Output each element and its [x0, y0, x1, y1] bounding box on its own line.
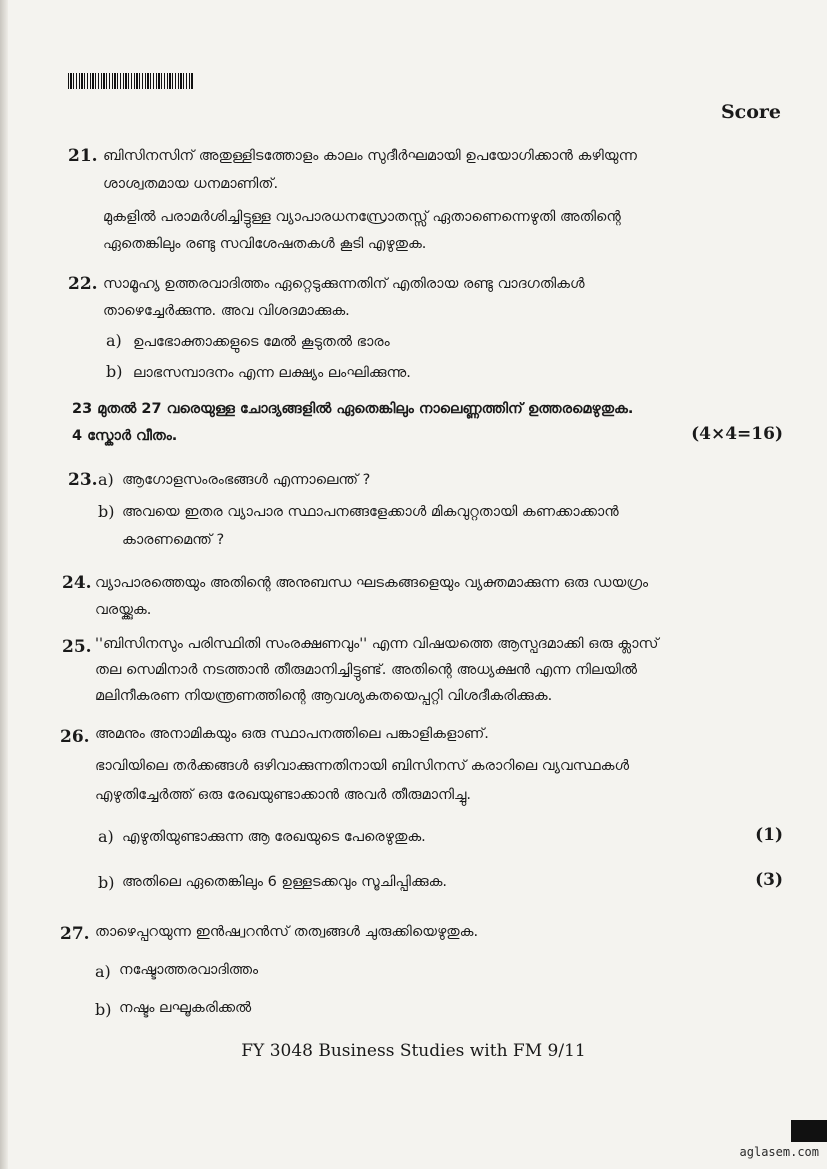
q26-option-a-marks: (1) [755, 825, 783, 845]
q26-option-b-marks: (3) [755, 870, 783, 890]
q27-option-a-label: a) [95, 962, 111, 981]
question-number-26: 26. [60, 727, 90, 747]
q26-option-b-text: അതിലെ ഏതെങ്കിലും 6 ഉള്ളടക്കവും സൂചിപ്പിക്കുക. [122, 874, 448, 890]
q27-option-a-text: നഷ്ടോത്തരവാദിത്തം [119, 962, 259, 978]
question-number-25: 25. [62, 637, 92, 657]
q21-line-2: ശാശ്വതമായ ധനമാണിത്. [103, 176, 279, 192]
q26-option-a-label: a) [98, 827, 114, 846]
q27-line-1: താഴെപ്പറയുന്ന ഇൻഷ്വറൻസ് തത്വങ്ങൾ ചുരുക്കിയെഴുതുക. [95, 924, 479, 940]
q22-line-2: താഴെച്ചേർക്കുന്നു. അവ വിശദമാക്കുക. [103, 303, 350, 319]
watermark: aglasem.com [739, 1145, 819, 1159]
q22-option-b-text: ലാഭസമ്പാദനം എന്ന ലക്ഷ്യം ലംഘിക്കുന്നു. [133, 365, 411, 381]
q22-line-1: സാമൂഹ്യ ഉത്തരവാദിത്തം ഏറ്റെടുക്കുന്നതിന് എതിരായ രണ്ടു വാദഗതികൾ [103, 276, 585, 292]
q27-option-b-label: b) [95, 1000, 112, 1019]
q25-line-3: മലിനീകരണ നിയന്ത്രണത്തിന്റെ ആവശ്യകതയെപ്പറ്റി വിശദീകരിക്കുക. [95, 688, 553, 704]
question-number-21: 21. [68, 146, 98, 166]
q25-line-2: തല സെമിനാർ നടത്താൻ തീരുമാനിച്ചിട്ടുണ്ട്. അതിന്റെ അധ്യക്ഷൻ എന്ന നിലയിൽ [95, 662, 637, 678]
q24-line-1: വ്യാപാരത്തെയും അതിന്റെ അനുബന്ധ ഘടകങ്ങളെയും വ്യക്തമാക്കുന്ന ഒരു ഡയഗ്രം [95, 575, 649, 591]
q22-option-a-text: ഉപഭോക്താക്കളുടെ മേൽ കൂടുതൽ ഭാരം [133, 334, 390, 350]
question-number-27: 27. [60, 924, 90, 944]
page-edge-shadow [0, 0, 8, 1169]
instruction-line-2: 4 സ്കോർ വീതം. [72, 428, 178, 444]
q25-line-1: ''ബിസിനസും പരിസ്ഥിതി സംരക്ഷണവും'' എന്ന വിഷയത്തെ ആസ്പദമാക്കി ഒരു ക്ലാസ് [95, 636, 659, 652]
question-number-24: 24. [62, 573, 92, 593]
q23-option-b-line-2: കാരണമെന്ത് ? [122, 532, 225, 548]
q26-option-b-label: b) [98, 873, 115, 892]
question-number-22: 22. [68, 274, 98, 294]
q24-line-2: വരയ്ക്കുക. [95, 602, 152, 618]
q26-line-2: ഭാവിയിലെ തർക്കങ്ങൾ ഒഴിവാക്കുന്നതിനായി ബിസിനസ് കരാറിലെ വ്യവസ്ഥകൾ [95, 758, 630, 774]
page-footer: FY 3048 Business Studies with FM 9/11 [241, 1041, 586, 1061]
q23-option-b-line-1: അവയെ ഇതര വ്യാപാര സ്ഥാപനങ്ങളേക്കാൾ മികവുറ്റതായി കണക്കാക്കാൻ [122, 504, 619, 520]
q23-option-b-label: b) [98, 502, 115, 521]
q21-line-4: ഏതെങ്കിലും രണ്ടു സവിശേഷതകൾ കൂടി എഴുതുക. [103, 236, 427, 252]
instruction-marks: (4×4=16) [691, 424, 783, 444]
q23-option-a-label: a) [98, 470, 114, 489]
q26-line-3: എഴുതിച്ചേർത്ത് ഒരു രേഖയുണ്ടാക്കാൻ അവർ തീരുമാനിച്ചു. [95, 787, 471, 803]
q26-line-1: അമനും അനാമികയും ഒരു സ്ഥാപനത്തിലെ പങ്കാളികളാണ്. [95, 726, 489, 742]
question-number-23: 23. [68, 470, 98, 490]
q21-line-1: ബിസിനസിന് അതുള്ളിടത്തോളം കാലം സുദീർഘമായി ഉപയോഗിക്കാൻ കഴിയുന്ന [103, 148, 637, 164]
q26-option-a-text: എഴുതിയുണ്ടാക്കുന്ന ആ രേഖയുടെ പേരെഴുതുക. [122, 829, 426, 845]
instruction-line-1: 23 മുതൽ 27 വരെയുള്ള ചോദ്യങ്ങളിൽ ഏതെങ്കിലും നാലെണ്ണത്തിന് ഉത്തരമെഴുതുക. [72, 401, 634, 417]
q23-option-a-text: ആഗോളസംരംഭങ്ങൾ എന്നാലെന്ത് ? [122, 472, 371, 488]
q27-option-b-text: നഷ്ടം ലഘൂകരിക്കൽ [119, 1000, 252, 1016]
q21-line-3: മുകളിൽ പരാമർശിച്ചിട്ടുള്ള വ്യാപാരധനസ്രോതസ്സ് ഏതാണെന്നെഴുതി അതിന്റെ [103, 209, 621, 225]
q22-option-b-label: b) [106, 362, 123, 381]
barcode [68, 73, 194, 89]
q22-option-a-label: a) [106, 331, 122, 350]
score-heading: Score [720, 101, 781, 123]
corner-black-tab [791, 1120, 827, 1142]
